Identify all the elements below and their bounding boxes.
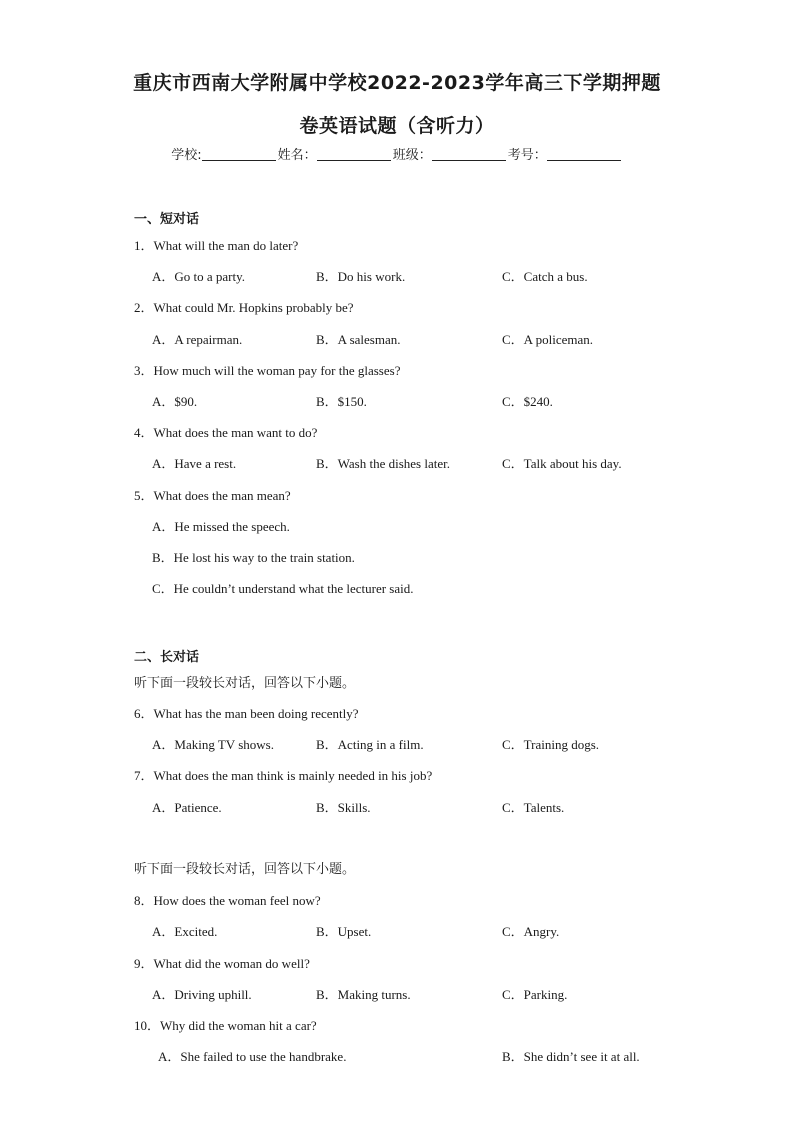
q9-option-a: A．Driving uphill. — [152, 987, 252, 1002]
q6-option-b: B．Acting in a film. — [316, 737, 424, 752]
question-8 — [134, 890, 321, 909]
question-text: How does the woman feel now? — [153, 893, 321, 908]
q7-option-c: C．Talents. — [502, 800, 565, 815]
q3-option-c: C．$240. — [502, 394, 553, 409]
q4-option-a: A．Have a rest. — [152, 456, 237, 471]
question-text: What does the man mean? — [153, 488, 291, 503]
question-text: What does the man want to do? — [153, 425, 318, 440]
exam-title-line1: 重庆市西南大学附属中学校2022-2023学年高三下学期押题 — [133, 72, 661, 94]
question-10 — [134, 1015, 317, 1034]
question-1 — [134, 235, 298, 254]
q4-option-c: C．Talk about his day. — [502, 456, 622, 471]
question-number: 5． — [134, 488, 154, 503]
q5-option-c: C．He couldn’t understand what the lecturer said. — [152, 581, 414, 596]
question-text: How much will the woman pay for the glasses? — [153, 363, 401, 378]
section2-instruction-1: 听下面一段较长对话，回答以下小题。 — [134, 676, 356, 691]
exam-no-blank[interactable] — [547, 146, 621, 161]
question-number: 4． — [134, 425, 154, 440]
name-label: 姓名： — [277, 148, 317, 163]
q5-option-a: A．He missed the speech. — [152, 519, 290, 534]
school-blank[interactable] — [202, 146, 276, 161]
q8-option-b: B．Upset. — [316, 924, 372, 939]
question-text: What will the man do later? — [153, 238, 299, 253]
question-number: 9． — [134, 956, 154, 971]
question-5 — [134, 485, 291, 504]
q3-option-b: B．$150. — [316, 394, 367, 409]
question-number: 10． — [134, 1018, 161, 1033]
student-info-line — [0, 144, 794, 163]
question-text: What did the woman do well? — [153, 956, 310, 971]
question-4 — [134, 422, 317, 441]
class-label: 班级： — [392, 148, 432, 163]
section2-instruction-2: 听下面一段较长对话，回答以下小题。 — [134, 862, 356, 877]
question-2 — [134, 297, 354, 316]
q8-option-a: A．Excited. — [152, 924, 218, 939]
question-text: What has the man been doing recently? — [153, 706, 359, 721]
section1-heading: 一、短对话 — [134, 212, 200, 227]
q7-option-a: A．Patience. — [152, 800, 222, 815]
exam-title-line2: 卷英语试题（含听力） — [299, 115, 495, 137]
q2-option-c: C．A policeman. — [502, 332, 593, 347]
question-number: 2． — [134, 300, 154, 315]
question-7 — [134, 765, 432, 784]
q8-option-c: C．Angry. — [502, 924, 560, 939]
q3-option-a: A．$90. — [152, 394, 198, 409]
q1-option-b: B．Do his work. — [316, 269, 406, 284]
question-text: Why did the woman hit a car? — [160, 1018, 317, 1033]
q9-option-c: C．Parking. — [502, 987, 568, 1002]
question-text: What could Mr. Hopkins probably be? — [153, 300, 354, 315]
name-blank[interactable] — [317, 146, 391, 161]
q2-option-b: B．A salesman. — [316, 332, 401, 347]
question-number: 8． — [134, 893, 154, 908]
school-label: 学校: — [171, 148, 202, 163]
question-9 — [134, 953, 310, 972]
q7-option-b: B．Skills. — [316, 800, 371, 815]
q1-option-a: A．Go to a party. — [152, 269, 246, 284]
q4-option-b: B．Wash the dishes later. — [316, 456, 450, 471]
q10-option-a: A．She failed to use the handbrake. — [158, 1049, 347, 1064]
question-number: 7． — [134, 768, 154, 783]
q5-option-b: B．He lost his way to the train station. — [152, 550, 355, 565]
question-3 — [134, 360, 400, 379]
q9-option-b: B．Making turns. — [316, 987, 411, 1002]
q6-option-a: A．Making TV shows. — [152, 737, 274, 752]
q2-option-a: A．A repairman. — [152, 332, 243, 347]
q10-option-b: B．She didn’t see it at all. — [502, 1049, 640, 1064]
class-blank[interactable] — [432, 146, 506, 161]
q1-option-c: C．Catch a bus. — [502, 269, 588, 284]
question-6 — [134, 703, 359, 722]
exam-no-label: 考号： — [507, 148, 547, 163]
question-number: 6． — [134, 706, 154, 721]
q6-option-c: C．Training dogs. — [502, 737, 600, 752]
question-number: 3． — [134, 363, 154, 378]
question-text: What does the man think is mainly needed in his job? — [153, 768, 433, 783]
section2-heading: 二、长对话 — [134, 650, 200, 665]
question-number: 1． — [134, 238, 154, 253]
